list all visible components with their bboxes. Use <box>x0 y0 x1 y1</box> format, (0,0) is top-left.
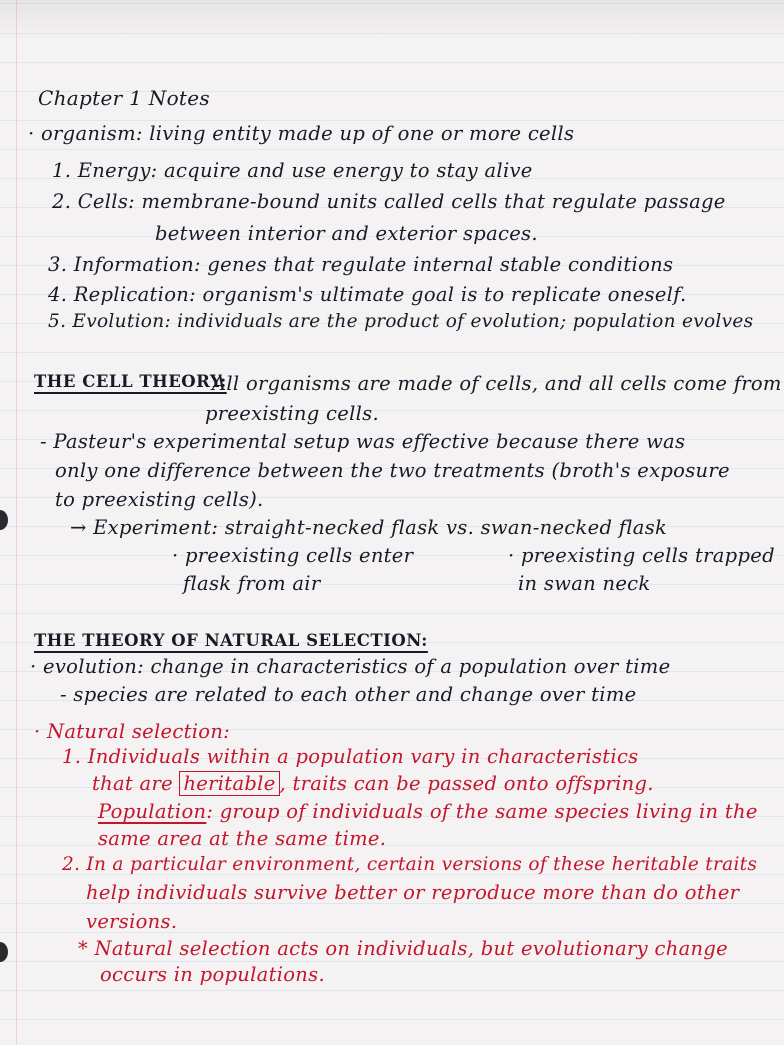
species-line: - species are related to each other and change over time <box>60 683 637 706</box>
ns-point-1-suffix: , traits can be passed onto offspring. <box>279 772 654 795</box>
natural-selection-heading: THE THEORY OF NATURAL SELECTION: <box>34 631 428 650</box>
pasteur-line: only one difference between the two treatments (broth's exposure <box>55 459 730 482</box>
organism-item: 4. Replication: organism's ultimate goal is to replicate oneself. <box>48 283 687 306</box>
ns-point-1-prefix: that are <box>92 772 180 795</box>
swan-flask-note-continued: in swan neck <box>518 572 651 595</box>
ns-point-2-continued: help individuals survive better or reproduce more than do other <box>86 881 740 904</box>
ns-note-continued: occurs in populations. <box>100 963 325 986</box>
natural-selection-label: · Natural selection: <box>34 720 231 743</box>
swan-flask-note: · preexisting cells trapped <box>508 544 775 567</box>
cell-theory-heading: THE CELL THEORY: <box>34 372 227 391</box>
population-definition-text: : group of individuals of the same species living in the <box>206 800 758 823</box>
organism-item-continued: between interior and exterior spaces. <box>155 222 538 245</box>
organism-definition: · organism: living entity made up of one or more cells <box>28 122 575 145</box>
cell-theory-definition-continued: preexisting cells. <box>205 402 379 425</box>
binder-hole <box>0 942 8 962</box>
organism-item: 5. Evolution: individuals are the product of evolution; population evolves <box>48 311 754 332</box>
ns-point-2-continued: versions. <box>86 910 178 933</box>
organism-item: 3. Information: genes that regulate internal stable conditions <box>48 253 674 276</box>
ns-point-2: 2. In a particular environment, certain versions of these heritable traits <box>62 854 758 875</box>
ns-point-1: 1. Individuals within a population vary in characteristics <box>62 745 639 768</box>
population-definition <box>98 800 758 823</box>
straight-flask-note: · preexisting cells enter <box>172 544 414 567</box>
pasteur-line: - Pasteur's experimental setup was effective because there was <box>40 430 686 453</box>
ns-note: * Natural selection acts on individuals, but evolutionary change <box>78 937 728 960</box>
pasteur-line: to preexisting cells). <box>55 488 264 511</box>
page-title: Chapter 1 Notes <box>38 86 210 110</box>
binder-hole <box>0 510 8 530</box>
straight-flask-note-continued: flask from air <box>183 572 321 595</box>
ns-point-1-continued <box>92 772 654 795</box>
population-definition-continued: same area at the same time. <box>98 827 387 850</box>
cell-theory-definition: All organisms are made of cells, and all cells come from <box>212 372 782 395</box>
evolution-definition: · evolution: change in characteristics of a population over time <box>30 655 671 678</box>
population-term: Population <box>98 800 207 823</box>
margin-line <box>16 0 17 1045</box>
page-shadow <box>0 0 784 40</box>
organism-item: 1. Energy: acquire and use energy to stay alive <box>52 159 533 182</box>
heritable-boxed-term: heritable <box>179 771 279 796</box>
experiment-line: → Experiment: straight-necked flask vs. swan-necked flask <box>70 516 668 539</box>
organism-item: 2. Cells: membrane-bound units called cells that regulate passage <box>52 190 726 213</box>
